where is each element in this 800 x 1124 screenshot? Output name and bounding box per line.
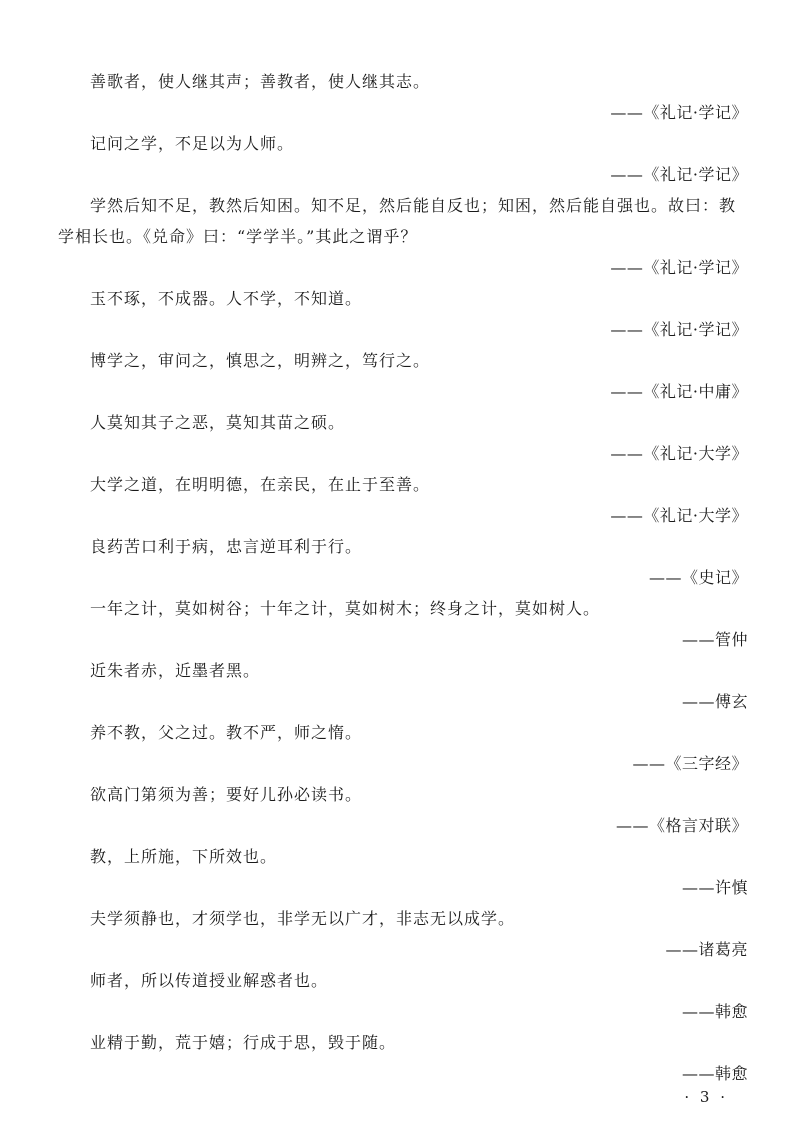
quote-entry xyxy=(0,128,800,190)
quote-entry xyxy=(0,407,800,469)
quote-entry xyxy=(0,965,800,1027)
quote-text: 欲高门第须为善；要好儿孙必读书。 xyxy=(90,785,363,804)
quote-text: 养不教，父之过。教不严，师之惰。 xyxy=(90,723,363,742)
quote-entry xyxy=(0,779,800,841)
quote-entry xyxy=(0,531,800,593)
quote-entry xyxy=(0,841,800,903)
quote-text: 大学之道，在明明德，在亲民，在止于至善。 xyxy=(90,475,431,494)
quote-text: 近朱者赤，近墨者黑。 xyxy=(90,661,261,680)
quote-text: 一年之计，莫如树谷；十年之计，莫如树木；终身之计，莫如树人。 xyxy=(90,599,601,618)
quote-source: ——傅玄 xyxy=(681,692,748,711)
quote-source: ——《礼记·学记》 xyxy=(610,103,748,122)
quote-text: 教，上所施，下所效也。 xyxy=(90,847,278,866)
quote-entry xyxy=(0,469,800,531)
quote-entry xyxy=(0,593,800,655)
quote-source: ——许慎 xyxy=(681,878,748,897)
quote-entry xyxy=(0,190,800,283)
quote-text: 业精于勤，荒于嬉；行成于思，毁于随。 xyxy=(90,1033,397,1052)
quote-source: ——《礼记·学记》 xyxy=(610,165,748,184)
quote-entry xyxy=(0,345,800,407)
quote-source: ——《格言对联》 xyxy=(615,816,748,835)
quote-entry xyxy=(0,903,800,965)
quote-text: 博学之，审问之，慎思之，明辨之，笃行之。 xyxy=(90,351,431,370)
page-number: · 3 · xyxy=(684,1088,728,1106)
quote-entry xyxy=(0,66,800,128)
quote-source: ——《礼记·学记》 xyxy=(610,258,748,277)
quote-text: 善歌者，使人继其声；善教者，使人继其志。 xyxy=(90,72,431,91)
quote-list xyxy=(0,66,800,1089)
quote-text: 师者，所以传道授业解惑者也。 xyxy=(90,971,329,990)
quote-text: 记问之学，不足以为人师。 xyxy=(90,134,295,153)
quote-source: ——《史记》 xyxy=(648,568,748,587)
quote-source: ——诸葛亮 xyxy=(665,940,748,959)
quote-text: 良药苦口利于病，忠言逆耳利于行。 xyxy=(90,537,363,556)
quote-source: ——《礼记·学记》 xyxy=(610,320,748,339)
quote-source: ——韩愈 xyxy=(681,1002,748,1021)
quote-source: ——《三字经》 xyxy=(632,754,748,773)
quote-text: 玉不琢，不成器。人不学，不知道。 xyxy=(90,289,363,308)
quote-source: ——《礼记·大学》 xyxy=(610,506,748,525)
quote-text: 夫学须静也，才须学也，非学无以广才，非志无以成学。 xyxy=(90,909,516,928)
quote-entry xyxy=(0,1027,800,1089)
quote-source: ——韩愈 xyxy=(681,1064,748,1083)
quote-entry xyxy=(0,717,800,779)
quote-source: ——《礼记·中庸》 xyxy=(610,382,748,401)
quote-text: 学然后知不足，教然后知困。知不足，然后能自反也；知困，然后能自强也。故曰：教学相长也。《兑命》曰：“学学半。”其此之谓乎？ xyxy=(58,196,737,246)
quote-source: ——《礼记·大学》 xyxy=(610,444,748,463)
quote-entry xyxy=(0,655,800,717)
quote-entry xyxy=(0,283,800,345)
quote-source: ——管仲 xyxy=(681,630,748,649)
quote-text: 人莫知其子之恶，莫知其苗之硕。 xyxy=(90,413,346,432)
